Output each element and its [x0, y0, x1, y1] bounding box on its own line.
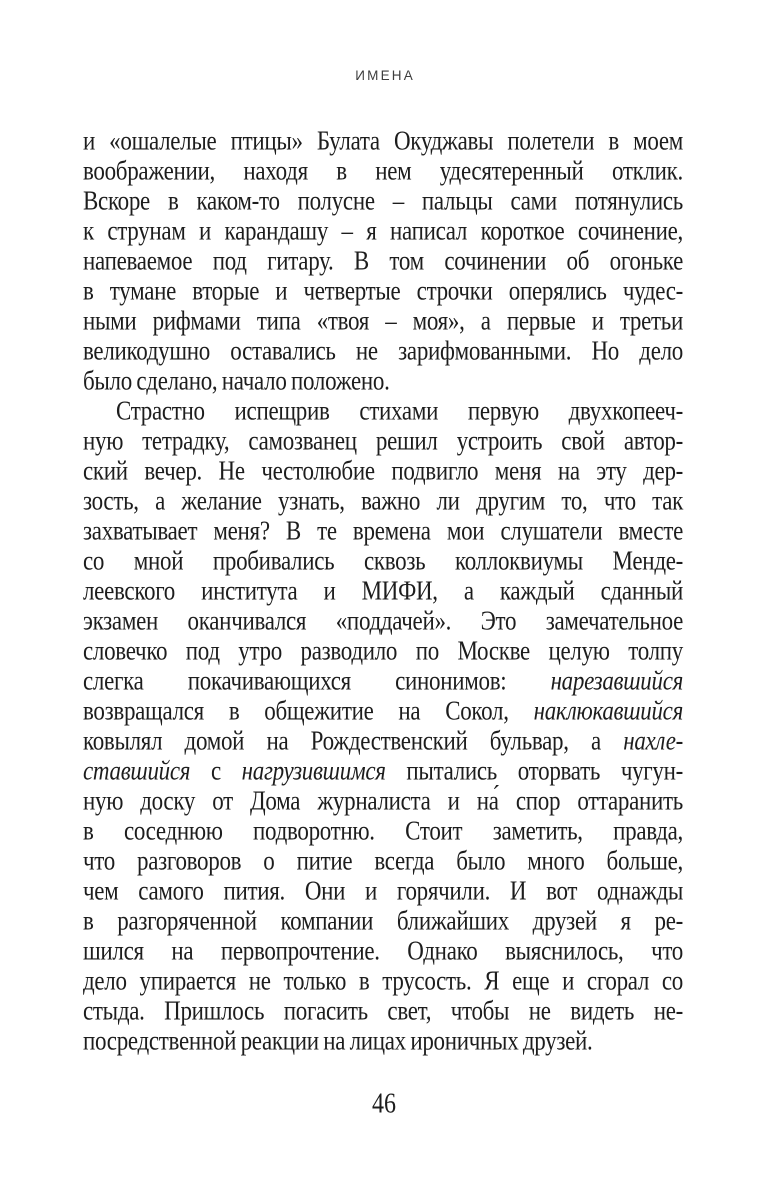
text-run: шился на первопрочтение. Однако выяснилось, что	[83, 935, 683, 966]
text-run: и «ошалелые птицы» Булата Окуджавы полетели в моем	[83, 125, 683, 156]
text-run: ную доску от Дома журналиста и на́ спор оттаранить	[83, 785, 683, 816]
text-run: пытались оторвать чугун-	[385, 755, 683, 786]
text-run: в тумане вторые и четвертые строчки оперялись чудес-	[83, 275, 683, 306]
text-run: воображении, находя в нем удесятеренный отклик.	[83, 155, 683, 186]
text-run: зость, а желание узнать, важно ли другим то, что так	[83, 485, 683, 516]
text-run: захватывает меня? В те времена мои слушатели вместе	[83, 515, 683, 546]
text-run: словечко под утро разводило по Москве целую толпу	[83, 635, 683, 666]
text-run: с	[190, 755, 242, 786]
running-header: ИМЕНА	[355, 68, 415, 83]
text-run: возвращался в общежитие на Сокол,	[83, 695, 534, 726]
text-run: дело упирается не только в трусость. Я еще и сгорал со	[83, 965, 683, 996]
text-run: ский вечер. Не честолюбие подвигло меня на эту дер-	[83, 455, 683, 486]
text-run: ную тетрадку, самозванец решил устроить свой автор-	[83, 425, 683, 456]
text-run: экзамен оканчивался «поддачей». Это замечательное	[83, 605, 683, 636]
text-run: великодушно оставались не зарифмованными. Но дело	[83, 335, 683, 366]
text-run: посредственной реакции на лицах ироничных друзей.	[83, 1025, 593, 1056]
italic-run: нагрузившимся	[241, 755, 386, 786]
text-run: было сделано, начало положено.	[83, 365, 390, 396]
text-run: чем самого пития. Они и горячили. И вот однажды	[83, 875, 683, 906]
text-run: леевского института и МИФИ, а каждый сданный	[83, 575, 683, 606]
text-run: со мной пробивались сквозь коллоквиумы Менде-	[83, 545, 683, 576]
text-run: ковылял домой на Рождественский бульвар, а	[83, 725, 624, 756]
text-run: ными рифмами типа «твоя – моя», а первые и третьи	[83, 305, 683, 336]
italic-run: нахле-	[623, 725, 683, 756]
text-run: напеваемое под гитару. В том сочинении об огоньке	[83, 245, 683, 276]
italic-run: ставшийся	[83, 755, 191, 786]
text-run: в соседнюю подворотню. Стоит заметить, правда,	[83, 815, 683, 846]
text-run: что разговоров о питие всегда было много больше,	[83, 845, 683, 876]
italic-run: наклюкавшийся	[533, 695, 683, 726]
text-run: Вскоре в каком-то полусне – пальцы сами потянулись	[83, 185, 683, 216]
text-run: слегка покачивающихся синонимов:	[83, 665, 551, 696]
text-run: Страстно испещрив стихами первую двухкопееч-	[116, 395, 683, 426]
body-text	[83, 126, 683, 1056]
text-line	[83, 1023, 683, 1058]
text-run: к струнам и карандашу – я написал короткое сочинение,	[83, 215, 683, 246]
text-run: стыда. Пришлось погасить свет, чтобы не видеть не-	[83, 995, 683, 1026]
text-run: в разгоряченной компании ближайших друзей я ре-	[83, 905, 683, 936]
page-number: 46	[372, 1088, 396, 1120]
italic-run: нарезавшийся	[550, 665, 683, 696]
